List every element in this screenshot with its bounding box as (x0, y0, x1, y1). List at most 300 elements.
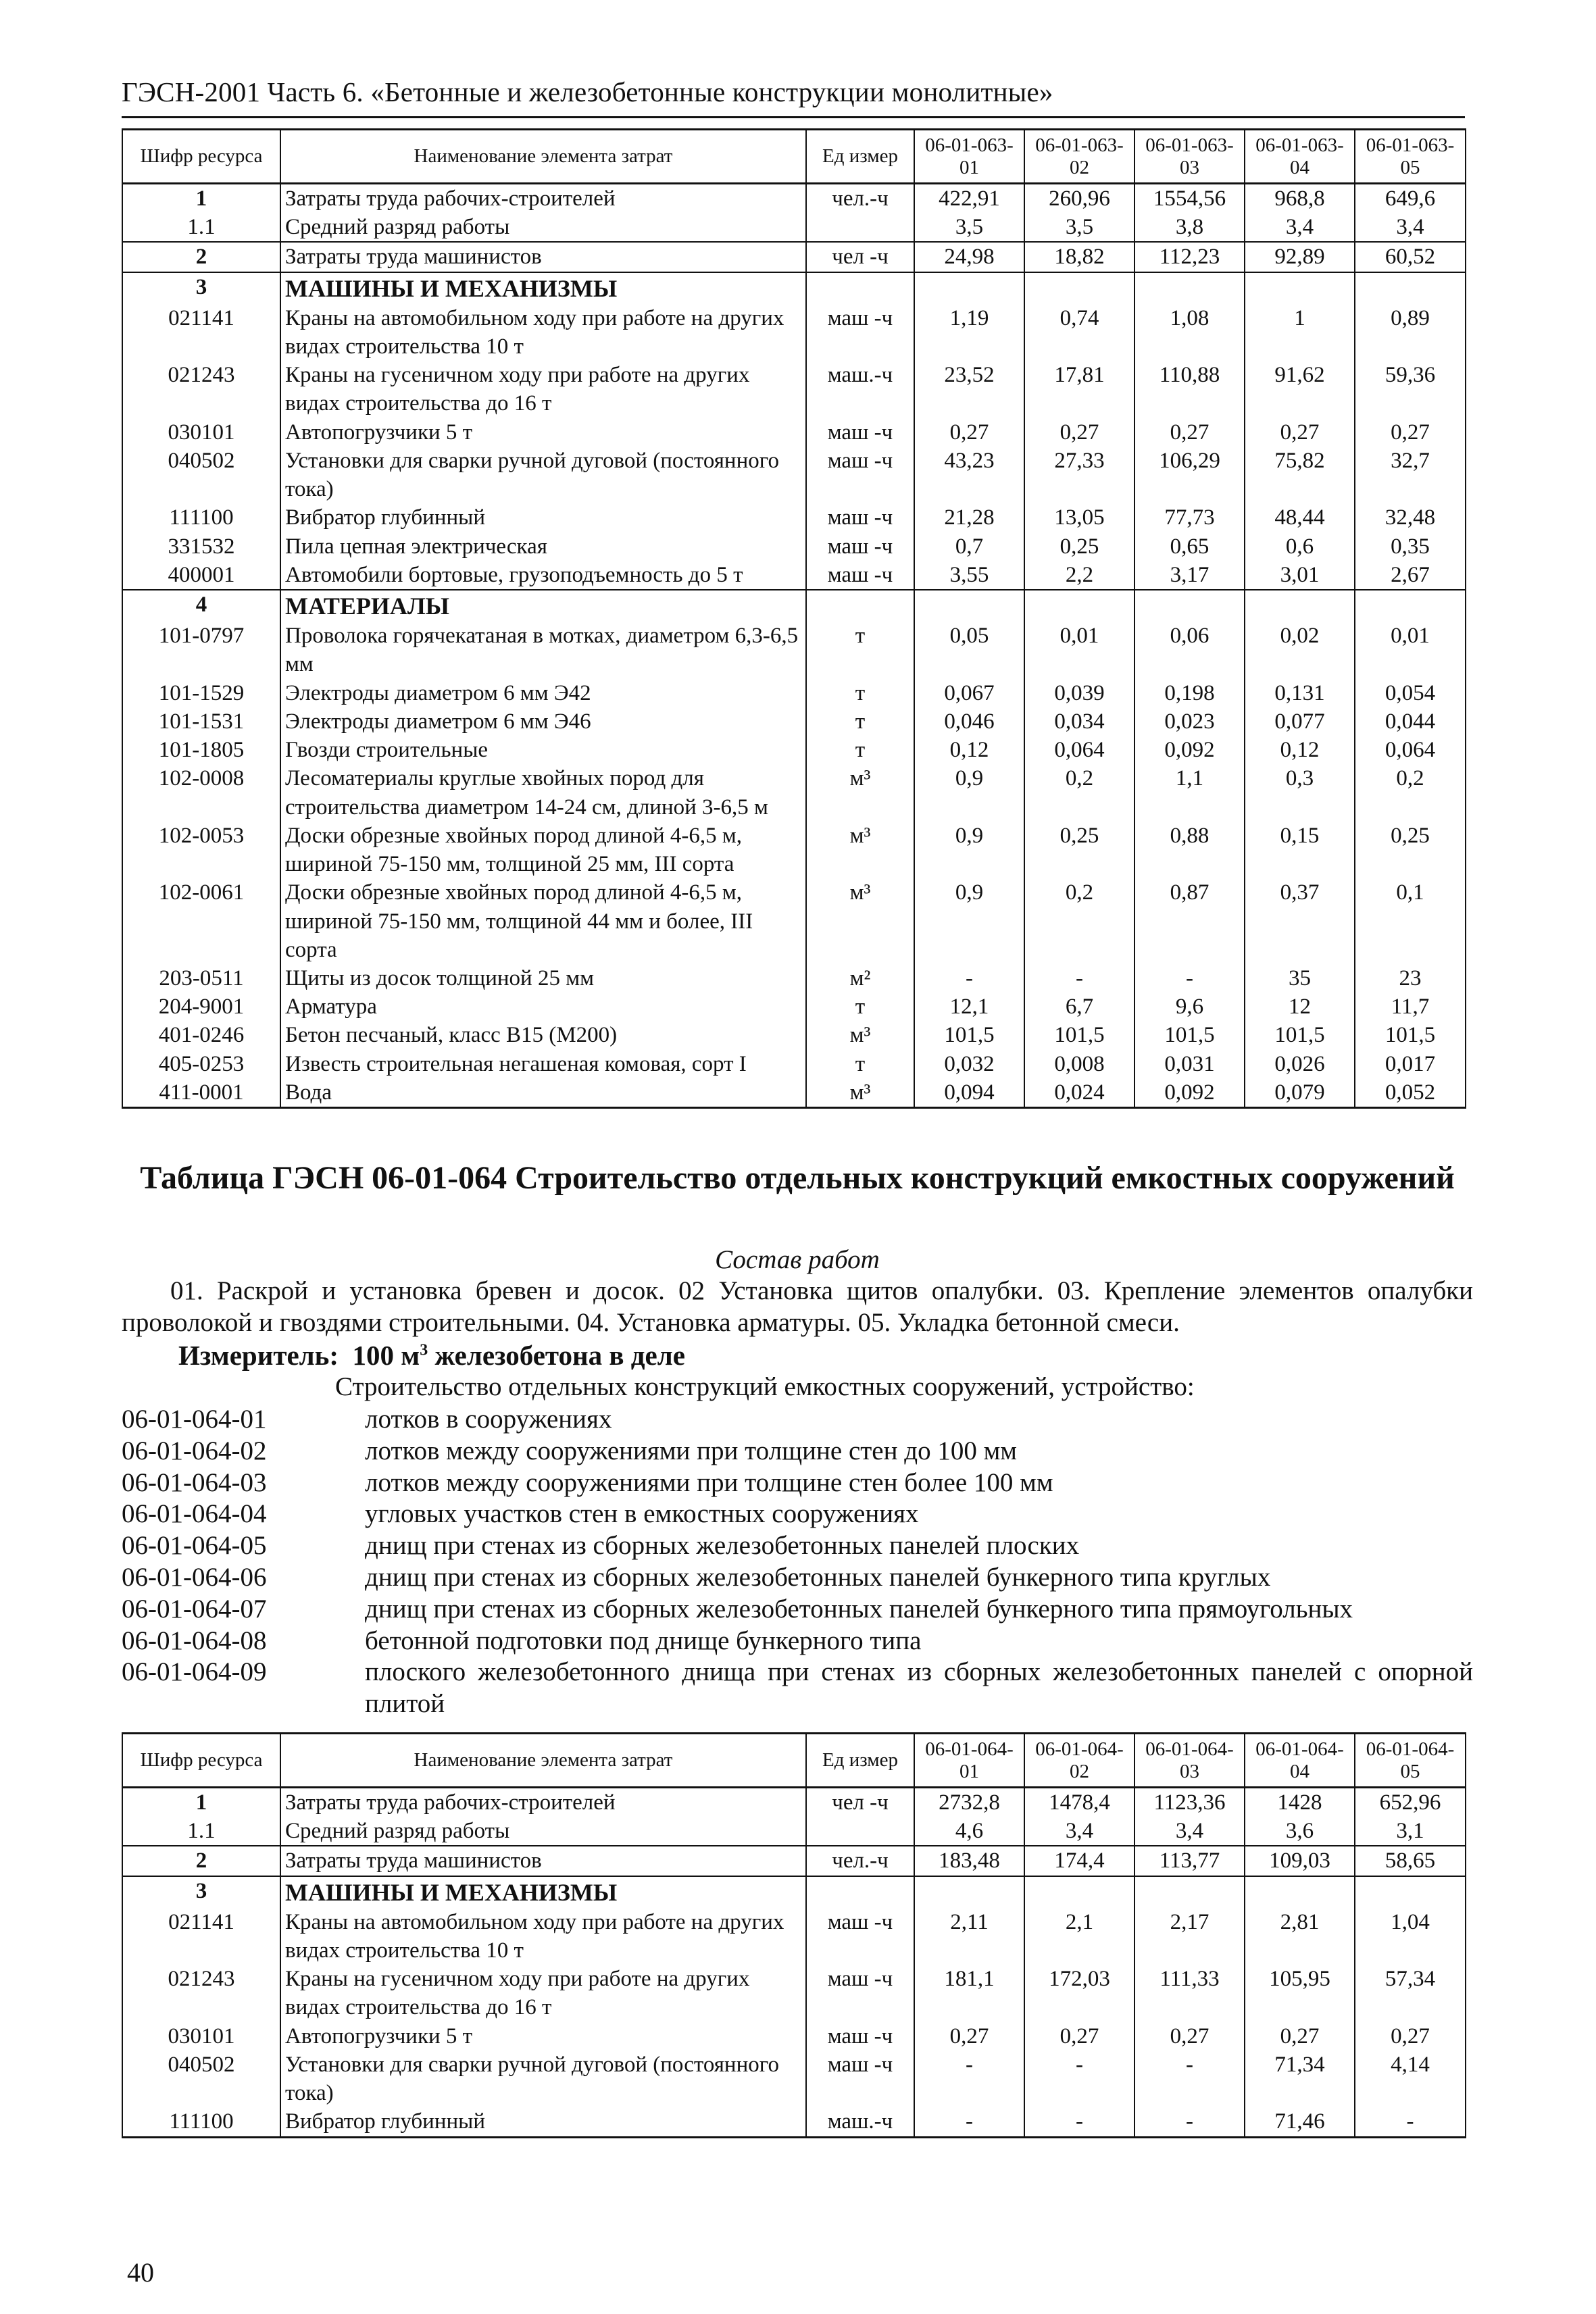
row-unit: т (806, 736, 914, 764)
row-code: 101-1531 (122, 707, 280, 736)
row-name: Затраты труда рабочих-строителей (280, 184, 806, 213)
row-unit: маш -ч (806, 532, 914, 561)
row-name: Вибратор глубинный (280, 2107, 806, 2137)
row-unit: т (806, 1050, 914, 1078)
row-value: 0,25 (1024, 822, 1134, 878)
section-heading: МАШИНЫ И МЕХАНИЗМЫ (280, 272, 806, 304)
row-name: Вибратор глубинный (280, 503, 806, 532)
row-value: 3,4 (1024, 1817, 1134, 1846)
row-value: 2,2 (1024, 561, 1134, 590)
row-value: 0,37 (1245, 878, 1355, 964)
row-value: 0,65 (1134, 532, 1245, 561)
row-code: 040502 (122, 2051, 280, 2107)
row-value: 0,6 (1245, 532, 1355, 561)
row-value: 23,52 (914, 361, 1024, 418)
row-value: 0,02 (1245, 622, 1355, 678)
row-value: 2,17 (1134, 1908, 1245, 1965)
work-code: 06-01-064-05 (122, 1531, 267, 1561)
row-name: Затраты труда рабочих-строителей (280, 1788, 806, 1817)
row-value: 43,23 (914, 447, 1024, 503)
section-heading: МАШИНЫ И МЕХАНИЗМЫ (280, 1876, 806, 1908)
row-value: 1,04 (1355, 1908, 1466, 1965)
row-value: 2732,8 (914, 1788, 1024, 1817)
row-unit: маш -ч (806, 503, 914, 532)
row-code: 4 (122, 590, 280, 622)
meter-label: Измеритель: (178, 1340, 339, 1371)
row-value: 0,008 (1024, 1050, 1134, 1078)
row-value: 32,48 (1355, 503, 1466, 532)
row-value: - (1134, 2051, 1245, 2107)
row-code: 203-0511 (122, 964, 280, 992)
work-code: 06-01-064-09 (122, 1657, 267, 1687)
row-name: Средний разряд работы (280, 213, 806, 242)
column-header-code: Шифр ресурса (122, 130, 280, 184)
row-name: Бетон песчаный, класс В15 (М200) (280, 1021, 806, 1049)
list-item (122, 1404, 1473, 1436)
table-row (122, 213, 1466, 242)
row-value: 1,1 (1134, 764, 1245, 821)
row-name: Затраты труда машинистов (280, 1846, 806, 1876)
row-value: 12,1 (914, 992, 1024, 1021)
row-value: 0,092 (1134, 736, 1245, 764)
work-description: бетонной подготовки под днище бункерного типа (365, 1626, 922, 1655)
header-rule (122, 116, 1465, 118)
column-header-value: 06-01-064-02 (1024, 1734, 1134, 1788)
table-row (122, 1908, 1466, 1965)
list-item (122, 1657, 1473, 1720)
table-row (122, 590, 1466, 622)
work-code: 06-01-064-08 (122, 1626, 267, 1655)
row-value: 0,1 (1355, 878, 1466, 964)
table-row (122, 764, 1466, 821)
work-description: угловых участков стен в емкостных сооружениях (365, 1499, 919, 1529)
composition-text: 01. Раскрой и установка бревен и досок. 02 Установка щитов опалубки. 03. Крепление элементов опалубки проволокой и гвоздями строительными. 04. Установка арматуры. 05. Укладка бетонной смеси. (122, 1276, 1473, 1337)
composition-heading: Состав работ (715, 1245, 880, 1274)
row-value: 71,34 (1245, 2051, 1355, 2107)
row-value: 0,077 (1245, 707, 1355, 736)
row-value: 260,96 (1024, 184, 1134, 213)
row-unit: м² (806, 964, 914, 992)
table-row (122, 561, 1466, 590)
row-value: 649,6 (1355, 184, 1466, 213)
row-value: 0,27 (1024, 2022, 1134, 2051)
row-value: 0,052 (1355, 1078, 1466, 1108)
row-value (1024, 272, 1134, 304)
work-intro: Строительство отдельных конструкций емкостных сооружений, устройство: (335, 1372, 1195, 1401)
list-item (122, 1499, 1473, 1530)
row-value: 0,9 (914, 822, 1024, 878)
row-value (914, 1876, 1024, 1908)
row-value: 0,026 (1245, 1050, 1355, 1078)
row-code: 1.1 (122, 1817, 280, 1846)
row-value: 0,064 (1355, 736, 1466, 764)
list-item (122, 1562, 1473, 1594)
row-value (1134, 272, 1245, 304)
row-value: 0,27 (914, 2022, 1024, 2051)
row-value: 3,4 (1245, 213, 1355, 242)
table-row (122, 361, 1466, 418)
row-value: 48,44 (1245, 503, 1355, 532)
row-value: 111,33 (1134, 1965, 1245, 2021)
row-unit: м³ (806, 1078, 914, 1108)
meter-value: 100 м (352, 1340, 420, 1371)
row-code: 401-0246 (122, 1021, 280, 1049)
row-value: 91,62 (1245, 361, 1355, 418)
row-name: Автомобили бортовые, грузоподъемность до 5 т (280, 561, 806, 590)
meter-suffix: железобетона в деле (428, 1340, 685, 1371)
work-description: лотков между сооружениями при толщине стен более 100 мм (365, 1467, 1053, 1497)
work-description: днищ при стенах из сборных железобетонных панелей бункерного типа круглых (365, 1562, 1271, 1592)
row-value: 422,91 (914, 184, 1024, 213)
row-unit (806, 590, 914, 622)
row-unit: м³ (806, 1021, 914, 1049)
row-value: 13,05 (1024, 503, 1134, 532)
row-unit: маш -ч (806, 447, 914, 503)
row-code: 204-9001 (122, 992, 280, 1021)
row-code: 400001 (122, 561, 280, 590)
row-unit (806, 1817, 914, 1846)
row-value: 0,064 (1024, 736, 1134, 764)
row-value: 3,17 (1134, 561, 1245, 590)
row-value: 0,87 (1134, 878, 1245, 964)
row-value: 0,046 (914, 707, 1024, 736)
table-row (122, 964, 1466, 992)
work-description: плоского железобетонного днища при стенах из сборных железобетонных панелей с опорной плитой (365, 1657, 1473, 1719)
column-header-value: 06-01-063-01 (914, 130, 1024, 184)
table-row (122, 878, 1466, 964)
row-code: 021243 (122, 361, 280, 418)
row-value: 0,74 (1024, 304, 1134, 361)
row-name: Средний разряд работы (280, 1817, 806, 1846)
row-name: Вода (280, 1078, 806, 1108)
column-header-unit: Ед измер (806, 1734, 914, 1788)
row-unit: маш.-ч (806, 361, 914, 418)
row-value: - (914, 2107, 1024, 2137)
row-value (1245, 272, 1355, 304)
row-value: 0,044 (1355, 707, 1466, 736)
row-value: 1 (1245, 304, 1355, 361)
row-value: 0,27 (1355, 418, 1466, 447)
row-value: 0,023 (1134, 707, 1245, 736)
list-item (122, 1594, 1473, 1626)
row-unit: м³ (806, 764, 914, 821)
work-code-list (122, 1404, 1473, 1720)
row-unit: маш -ч (806, 561, 914, 590)
row-unit (806, 272, 914, 304)
row-value: 71,46 (1245, 2107, 1355, 2137)
row-value: 35 (1245, 964, 1355, 992)
column-header-unit: Ед измер (806, 130, 914, 184)
work-description: лотков в сооружениях (365, 1405, 612, 1434)
row-value: 0,2 (1024, 878, 1134, 964)
row-value: 652,96 (1355, 1788, 1466, 1817)
row-unit: чел.-ч (806, 1846, 914, 1876)
table-row (122, 1965, 1466, 2021)
row-unit: т (806, 992, 914, 1021)
section-heading: МАТЕРИАЛЫ (280, 590, 806, 622)
row-code: 111100 (122, 2107, 280, 2137)
table-row (122, 1021, 1466, 1049)
row-value: 0,092 (1134, 1078, 1245, 1108)
row-unit: т (806, 707, 914, 736)
row-value: 1,08 (1134, 304, 1245, 361)
row-value: 3,55 (914, 561, 1024, 590)
row-value: 0,2 (1355, 764, 1466, 821)
row-value: 1123,36 (1134, 1788, 1245, 1817)
row-value: 110,88 (1134, 361, 1245, 418)
row-value: 0,9 (914, 764, 1024, 821)
row-unit: м³ (806, 822, 914, 878)
row-name: Автопогрузчики 5 т (280, 418, 806, 447)
row-name: Автопогрузчики 5 т (280, 2022, 806, 2051)
row-value (1024, 1876, 1134, 1908)
row-value: 92,89 (1245, 242, 1355, 272)
row-code: 102-0053 (122, 822, 280, 878)
row-value (1355, 272, 1466, 304)
row-name: Пила цепная электрическая (280, 532, 806, 561)
row-value: 0,27 (1245, 418, 1355, 447)
row-code: 102-0061 (122, 878, 280, 964)
row-value: 17,81 (1024, 361, 1134, 418)
row-code: 101-0797 (122, 622, 280, 678)
row-value: 174,4 (1024, 1846, 1134, 1876)
page-number: 40 (127, 2257, 154, 2288)
row-value: 1554,56 (1134, 184, 1245, 213)
row-name: Гвозди строительные (280, 736, 806, 764)
row-name: Установки для сварки ручной дуговой (постоянного тока) (280, 2051, 806, 2107)
row-value: 59,36 (1355, 361, 1466, 418)
row-value: 0,27 (1134, 2022, 1245, 2051)
column-header-value: 06-01-063-02 (1024, 130, 1134, 184)
list-item (122, 1626, 1473, 1657)
row-name: Лесоматериалы круглые хвойных пород для строительства диаметром 14-24 см, длиной 3-6,5 м (280, 764, 806, 821)
row-value: 3,4 (1355, 213, 1466, 242)
table-row (122, 622, 1466, 678)
row-value: 2,81 (1245, 1908, 1355, 1965)
row-name: Доски обрезные хвойных пород длиной 4-6,5 м, шириной 75-150 мм, толщиной 25 мм, III сорта (280, 822, 806, 878)
row-value: 24,98 (914, 242, 1024, 272)
resource-table-064 (122, 1732, 1466, 2138)
row-unit: маш -ч (806, 1908, 914, 1965)
table-row (122, 707, 1466, 736)
row-name: Известь строительная негашеная комовая, сорт I (280, 1050, 806, 1078)
row-name: Затраты труда машинистов (280, 242, 806, 272)
row-name: Краны на гусеничном ходу при работе на других видах строительства до 16 т (280, 361, 806, 418)
row-value: 0,12 (914, 736, 1024, 764)
section-title: Таблица ГЭСН 06-01-064 Строительство отдельных конструкций емкостных сооружений (140, 1160, 1455, 1196)
row-value (1024, 590, 1134, 622)
table-row (122, 679, 1466, 707)
row-unit: маш -ч (806, 418, 914, 447)
row-value: 4,14 (1355, 2051, 1466, 2107)
row-value: 2,11 (914, 1908, 1024, 1965)
row-value: 3,5 (1024, 213, 1134, 242)
resource-table-063 (122, 128, 1466, 1109)
row-code: 102-0008 (122, 764, 280, 821)
row-code: 1 (122, 1788, 280, 1817)
work-code: 06-01-064-06 (122, 1562, 267, 1592)
row-code: 2 (122, 242, 280, 272)
row-name: Установки для сварки ручной дуговой (постоянного тока) (280, 447, 806, 503)
row-value: 109,03 (1245, 1846, 1355, 1876)
row-value: 181,1 (914, 1965, 1024, 2021)
row-value: - (1134, 964, 1245, 992)
row-value: - (1024, 964, 1134, 992)
row-code: 331532 (122, 532, 280, 561)
column-header-name: Наименование элемента затрат (280, 130, 806, 184)
row-unit: т (806, 622, 914, 678)
row-value: 0,054 (1355, 679, 1466, 707)
column-header-value: 06-01-064-03 (1134, 1734, 1245, 1788)
work-description: днищ при стенах из сборных железобетонных панелей плоских (365, 1531, 1080, 1561)
row-unit: маш -ч (806, 2051, 914, 2107)
row-code: 2 (122, 1846, 280, 1876)
row-name: Электроды диаметром 6 мм Э46 (280, 707, 806, 736)
row-value: - (914, 964, 1024, 992)
list-item (122, 1530, 1473, 1562)
table-row (122, 1846, 1466, 1876)
row-code: 101-1805 (122, 736, 280, 764)
row-value: 101,5 (1355, 1021, 1466, 1049)
row-value: 0,27 (1134, 418, 1245, 447)
table-row (122, 2022, 1466, 2051)
table-row (122, 1788, 1466, 1817)
row-name: Арматура (280, 992, 806, 1021)
row-unit: маш -ч (806, 304, 914, 361)
row-value (1134, 1876, 1245, 1908)
table-row (122, 2051, 1466, 2107)
row-value (1245, 1876, 1355, 1908)
row-value: 0,131 (1245, 679, 1355, 707)
row-value: 1478,4 (1024, 1788, 1134, 1817)
work-description: днищ при стенах из сборных железобетонных панелей бункерного типа прямоугольных (365, 1594, 1353, 1624)
row-value: 0,031 (1134, 1050, 1245, 1078)
row-name: Краны на автомобильном ходу при работе на других видах строительства 10 т (280, 1908, 806, 1965)
row-code: 021243 (122, 1965, 280, 2021)
row-value: 9,6 (1134, 992, 1245, 1021)
row-unit: маш.-ч (806, 2107, 914, 2137)
row-value: 57,34 (1355, 1965, 1466, 2021)
row-value: 0,05 (914, 622, 1024, 678)
row-unit: маш -ч (806, 1965, 914, 2021)
list-item (122, 1436, 1473, 1467)
row-value: 2,67 (1355, 561, 1466, 590)
table-row (122, 418, 1466, 447)
row-code: 030101 (122, 2022, 280, 2051)
row-value: 27,33 (1024, 447, 1134, 503)
row-value: 0,89 (1355, 304, 1466, 361)
row-value: - (1024, 2051, 1134, 2107)
row-code: 3 (122, 272, 280, 304)
table-row (122, 1876, 1466, 1908)
row-value: 18,82 (1024, 242, 1134, 272)
row-value (1355, 590, 1466, 622)
column-header-value: 06-01-064-05 (1355, 1734, 1466, 1788)
column-header-value: 06-01-063-04 (1245, 130, 1355, 184)
table-row (122, 1817, 1466, 1846)
row-value: 0,039 (1024, 679, 1134, 707)
table-row (122, 1050, 1466, 1078)
table-row (122, 2107, 1466, 2137)
row-value: 11,7 (1355, 992, 1466, 1021)
row-value: 0,067 (914, 679, 1024, 707)
row-value: 0,7 (914, 532, 1024, 561)
row-unit: чел -ч (806, 1788, 914, 1817)
row-value: 58,65 (1355, 1846, 1466, 1876)
row-value: 101,5 (914, 1021, 1024, 1049)
column-header-name: Наименование элемента затрат (280, 1734, 806, 1788)
row-value: 0,2 (1024, 764, 1134, 821)
work-description: лотков между сооружениями при толщине стен до 100 мм (365, 1436, 1017, 1465)
row-value: 77,73 (1134, 503, 1245, 532)
row-value (1355, 1876, 1466, 1908)
table-row (122, 503, 1466, 532)
row-value: 968,8 (1245, 184, 1355, 213)
row-name: Проволока горячекатаная в мотках, диаметром 6,3-6,5 мм (280, 622, 806, 678)
row-value (1134, 590, 1245, 622)
row-value: 3,8 (1134, 213, 1245, 242)
row-value: 113,77 (1134, 1846, 1245, 1876)
column-header-value: 06-01-064-04 (1245, 1734, 1355, 1788)
row-value: 0,06 (1134, 622, 1245, 678)
row-name: Краны на гусеничном ходу при работе на других видах строительства до 16 т (280, 1965, 806, 2021)
row-value: 101,5 (1134, 1021, 1245, 1049)
row-value (914, 272, 1024, 304)
row-value: 0,094 (914, 1078, 1024, 1108)
row-value: 0,27 (914, 418, 1024, 447)
row-value: 0,032 (914, 1050, 1024, 1078)
row-unit: чел.-ч (806, 184, 914, 213)
row-value: 3,01 (1245, 561, 1355, 590)
row-value: 12 (1245, 992, 1355, 1021)
row-value: 0,27 (1245, 2022, 1355, 2051)
row-code: 1.1 (122, 213, 280, 242)
work-code: 06-01-064-07 (122, 1594, 267, 1624)
column-header-code: Шифр ресурса (122, 1734, 280, 1788)
row-value: 0,034 (1024, 707, 1134, 736)
row-name: Краны на автомобильном ходу при работе на других видах строительства 10 т (280, 304, 806, 361)
row-code: 030101 (122, 418, 280, 447)
row-code: 101-1529 (122, 679, 280, 707)
row-value: 23 (1355, 964, 1466, 992)
row-value (914, 590, 1024, 622)
row-value: - (1355, 2107, 1466, 2137)
row-code: 405-0253 (122, 1050, 280, 1078)
row-unit (806, 213, 914, 242)
row-code: 021141 (122, 304, 280, 361)
row-value: - (914, 2051, 1024, 2107)
row-value (1245, 590, 1355, 622)
list-item (122, 1467, 1473, 1499)
row-value: 0,9 (914, 878, 1024, 964)
row-value: 0,88 (1134, 822, 1245, 878)
column-header-value: 06-01-063-03 (1134, 130, 1245, 184)
running-header: ГЭСН-2001 Часть 6. «Бетонные и железобетонные конструкции монолитные» (122, 76, 1053, 107)
meter-line (178, 1339, 685, 1372)
row-value: 3,6 (1245, 1817, 1355, 1846)
row-value: 21,28 (914, 503, 1024, 532)
row-value: 3,5 (914, 213, 1024, 242)
row-value: 0,01 (1355, 622, 1466, 678)
row-value: 0,079 (1245, 1078, 1355, 1108)
row-value: 0,25 (1355, 822, 1466, 878)
row-code: 021141 (122, 1908, 280, 1965)
table-row (122, 184, 1466, 213)
row-value: 60,52 (1355, 242, 1466, 272)
table-row (122, 272, 1466, 304)
row-value: 0,01 (1024, 622, 1134, 678)
row-code: 111100 (122, 503, 280, 532)
